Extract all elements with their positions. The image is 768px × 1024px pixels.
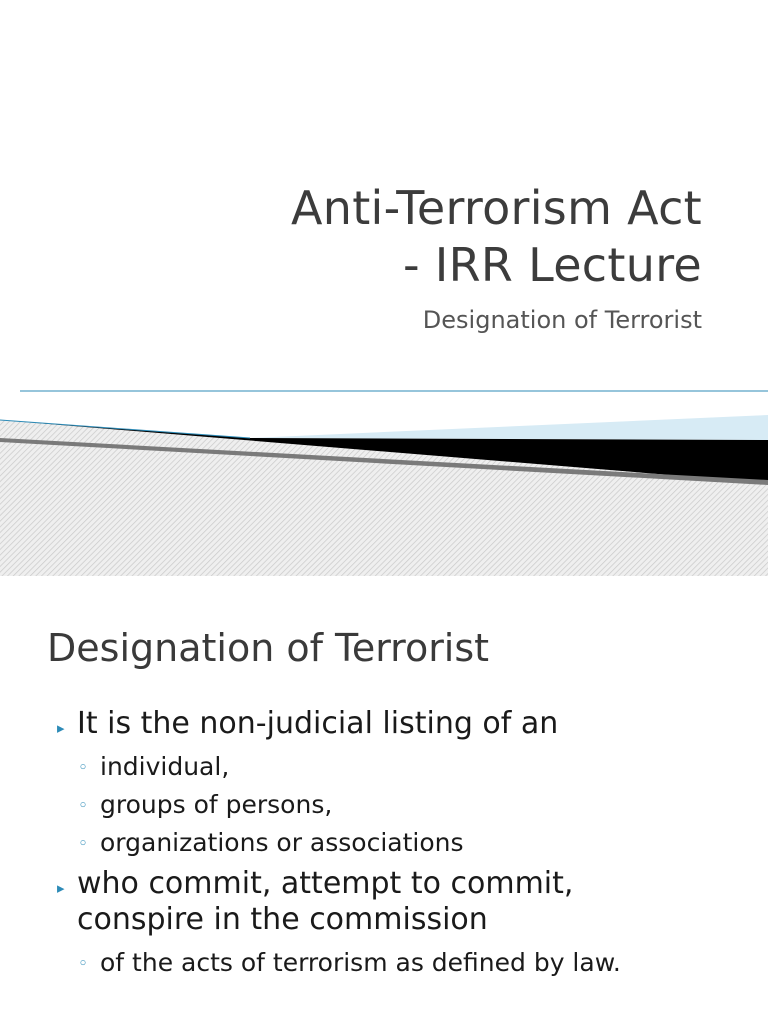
sub-bullet-text: individual, (100, 752, 230, 781)
slide-title-line-2: - IRR Lecture (402, 238, 702, 292)
bullet-list (0, 706, 768, 982)
sub-bullet-item (0, 748, 768, 786)
bullet-text-line-1: who commit, attempt to commit, (77, 866, 574, 901)
ring-bullet-icon: ◦ (78, 954, 89, 974)
triangle-bullet-icon: ▸ (57, 879, 65, 897)
slide-subtitle: Designation of Terrorist (422, 306, 702, 334)
content-slide (0, 576, 768, 1024)
slide-title (291, 180, 702, 294)
ring-bullet-icon: ◦ (78, 796, 89, 816)
ring-bullet-icon: ◦ (78, 758, 89, 778)
sub-bullet-text: of the acts of terrorism as defined by law. (100, 948, 621, 977)
bullet-text-line-2: conspire in the commission (77, 902, 488, 937)
decorative-band (0, 385, 768, 576)
sub-bullet-item (0, 786, 768, 824)
slide-title-line-1: Anti-Terrorism Act (290, 181, 702, 235)
sub-bullet-item (0, 824, 768, 862)
sub-bullet-item (0, 944, 768, 982)
ring-bullet-icon: ◦ (78, 834, 89, 854)
bullet-item (0, 706, 768, 742)
bullet-text: It is the non-judicial listing of an (77, 706, 559, 741)
content-heading: Designation of Terrorist (47, 626, 490, 670)
bullet-item (0, 866, 768, 938)
triangle-bullet-icon: ▸ (57, 719, 65, 737)
light-blue-wedge (250, 415, 768, 440)
sub-bullet-text: groups of persons, (100, 790, 333, 819)
title-block (291, 180, 702, 334)
sub-bullet-text: organizations or associations (100, 828, 464, 857)
